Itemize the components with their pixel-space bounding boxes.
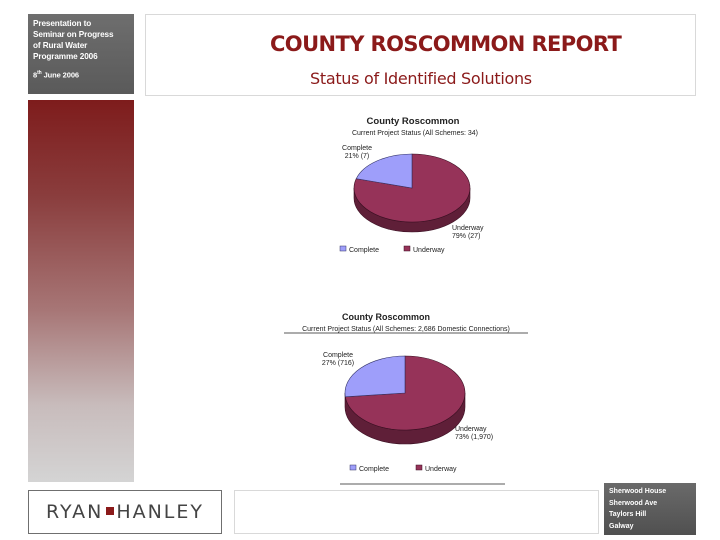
legend-label-complete: Complete bbox=[349, 247, 379, 254]
legend-swatch-underway bbox=[416, 465, 422, 470]
sidebar-gradient-band bbox=[28, 100, 134, 482]
page-title: COUNTY ROSCOMMON REPORT bbox=[270, 32, 622, 56]
address-line-4: Galway bbox=[609, 522, 634, 530]
address-line-2: Sherwood Ave bbox=[609, 499, 658, 507]
date-day: 8 bbox=[33, 70, 38, 80]
label-complete-name: Complete bbox=[323, 352, 353, 359]
address-line-1: Sherwood House bbox=[609, 488, 667, 495]
logo-square-icon bbox=[106, 507, 114, 515]
presentation-line-3: of Rural Water bbox=[33, 41, 88, 50]
label-underway-name: Underway bbox=[452, 225, 484, 232]
label-underway-value: 79% (27) bbox=[452, 233, 481, 240]
presentation-line-4: Programme 2006 bbox=[33, 52, 98, 61]
address-line-3: Taylors Hill bbox=[609, 511, 647, 518]
chart-subtitle: Current Project Status (All Schemes: 34) bbox=[351, 130, 479, 137]
pie-chart-schemes bbox=[300, 108, 530, 260]
chart-subtitle: Current Project Status (All Schemes: 2,686 Domestic Connections) bbox=[302, 326, 510, 333]
label-underway-name: Underway bbox=[455, 426, 487, 433]
page-subtitle: Status of Identified Solutions bbox=[310, 69, 532, 88]
pie-chart-connections bbox=[275, 305, 537, 485]
chart-panel-connections bbox=[275, 305, 537, 485]
label-complete-value: 21% (7) bbox=[344, 153, 370, 160]
logo-text-hanley: HANLEY bbox=[116, 501, 205, 523]
presentation-info-box bbox=[28, 14, 134, 94]
address-box bbox=[604, 483, 696, 535]
chart-title: County Roscommon bbox=[341, 312, 431, 322]
date-rest: June 2006 bbox=[43, 70, 79, 80]
chart-panel-schemes bbox=[300, 108, 530, 260]
legend-label-underway: Underway bbox=[413, 247, 445, 254]
label-complete-name: Complete bbox=[342, 145, 372, 152]
logo-text-ryan: RYAN bbox=[45, 501, 104, 523]
presentation-line-1: Presentation to bbox=[33, 19, 92, 28]
presentation-date bbox=[33, 68, 129, 81]
label-underway-value: 73% (1,970) bbox=[455, 434, 494, 441]
date-suffix: th bbox=[37, 70, 42, 76]
presentation-line-2: Seminar on Progress bbox=[33, 30, 114, 39]
legend-swatch-complete bbox=[340, 246, 346, 251]
chart-title: County Roscommon bbox=[366, 116, 460, 127]
legend-swatch-complete bbox=[350, 465, 356, 470]
footer-frame bbox=[234, 490, 599, 534]
legend-swatch-underway bbox=[404, 246, 410, 251]
legend-label-complete: Complete bbox=[359, 466, 389, 473]
label-complete-value: 27% (716) bbox=[321, 360, 355, 367]
company-logo bbox=[28, 490, 222, 534]
legend-label-underway: Underway bbox=[425, 466, 457, 473]
